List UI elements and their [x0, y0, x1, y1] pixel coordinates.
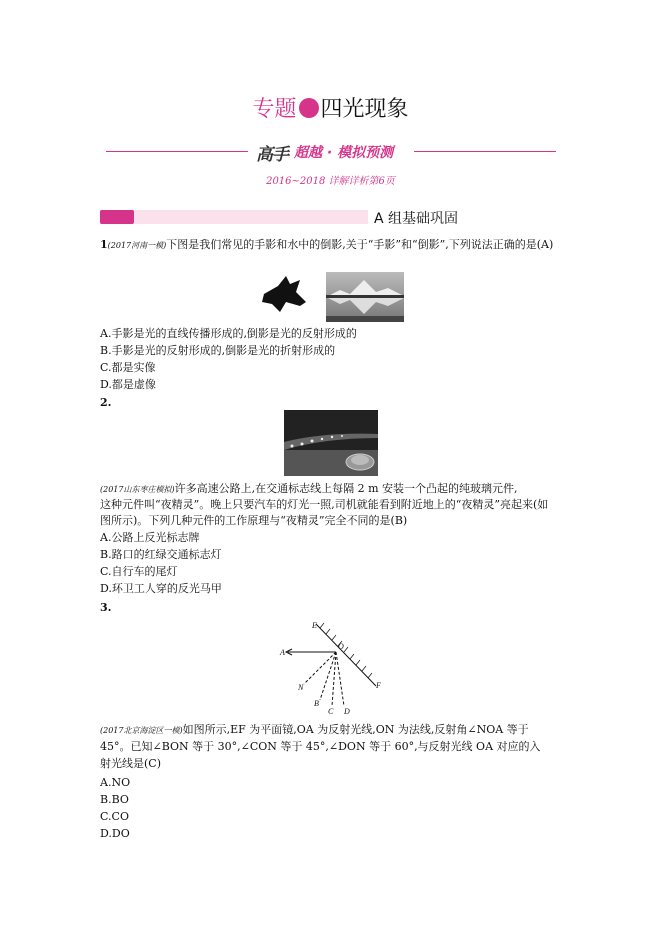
- q1-text: 下图是我们常见的手影和水中的倒影,关于“手影”和“倒影”,下列说法正确的是(A): [166, 238, 554, 251]
- banner-line-right: [414, 151, 556, 152]
- night-road-image: [284, 410, 378, 476]
- reference-line: 2016~2018 详解详析第6页: [266, 176, 395, 187]
- q1-option-a: A.手影是光的直线传播形成的,倒影是光的反射形成的: [100, 327, 357, 340]
- label-e: E: [312, 621, 317, 630]
- mirror-diagram: [276, 618, 388, 718]
- banner-text: 超越 · 模拟预测: [294, 145, 394, 161]
- title-prefix: 专题: [252, 97, 297, 122]
- q2-stem-line2: 这种元件叫“夜精灵”。晚上只要汽车的灯光一照,司机就能看到附近地上的“夜精灵”亮起来(如: [100, 498, 549, 511]
- q2-option-d: D.环卫工人穿的反光马甲: [100, 582, 222, 595]
- q3-option-c: C.CO: [100, 810, 129, 823]
- label-c: C: [328, 707, 334, 716]
- title-suffix: 四光现象: [320, 97, 409, 122]
- title-dot-icon: [299, 98, 319, 118]
- q3-source: (2017北京海淀区一模): [100, 726, 183, 735]
- q1-stem: [100, 237, 562, 254]
- page-title: [0, 92, 661, 123]
- q3-stem-line2: 45°。已知∠BON 等于 30°,∠CON 等于 45°,∠DON 等于 60°,与反射光线 OA 对应的入: [100, 740, 541, 753]
- q1-option-c: C.都是实像: [100, 361, 156, 374]
- q3-option-b: B.BO: [100, 793, 129, 806]
- label-o: O: [338, 642, 344, 651]
- label-n: N: [298, 683, 304, 692]
- q3-number: [100, 600, 562, 616]
- mirror-line: [316, 624, 376, 686]
- q1-number: 1: [100, 238, 108, 251]
- group-bar: [100, 210, 368, 224]
- label-f: F: [376, 681, 381, 690]
- q3-text-1: 如图所示,EF 为平面镜,OA 为反射光线,ON 为法线,反射角∠NOA 等于: [182, 723, 529, 736]
- banner-brand: 高手: [256, 145, 288, 165]
- normal-line: [304, 652, 336, 684]
- q3-option-a: A.NO: [100, 776, 131, 789]
- group-pill: [100, 210, 134, 224]
- q3-number-label: 3.: [100, 601, 112, 614]
- q2-number: [100, 395, 562, 411]
- hand-shadow-image: [256, 272, 318, 322]
- q2-number-label: 2.: [100, 396, 112, 409]
- reflection-image: [326, 272, 404, 322]
- label-b: B: [314, 699, 319, 708]
- q2-option-b: B.路口的红绿交通标志灯: [100, 548, 222, 561]
- banner-line-left: [106, 151, 248, 152]
- label-a: A: [280, 648, 285, 657]
- section-banner: [106, 142, 556, 165]
- label-d: D: [344, 707, 350, 716]
- q3-stem-line3: 射光线是(C): [100, 757, 161, 770]
- q2-text-1: 许多高速公路上,在交通标志线上每隔 2 m 安装一个凸起的纯玻璃元件,: [174, 482, 518, 495]
- q2-stem-line3: 图所示)。下列几种元件的工作原理与“夜精灵”完全不同的是(B): [100, 514, 408, 527]
- q1-option-d: D.都是虚像: [100, 378, 156, 391]
- q1-option-b: B.手影是光的反射形成的,倒影是光的折射形成的: [100, 344, 336, 357]
- q2-option-c: C.自行车的尾灯: [100, 565, 178, 578]
- group-heading: A 组基础巩固: [374, 211, 459, 227]
- q2-option-a: A.公路上反光标志牌: [100, 531, 200, 544]
- q2-source: (2017山东枣庄模拟): [100, 485, 175, 494]
- q1-source: (2017河南一模): [107, 241, 167, 250]
- q3-stem-line1: [100, 722, 562, 739]
- q3-option-d: D.DO: [100, 827, 130, 840]
- q2-stem-line1: [100, 481, 562, 498]
